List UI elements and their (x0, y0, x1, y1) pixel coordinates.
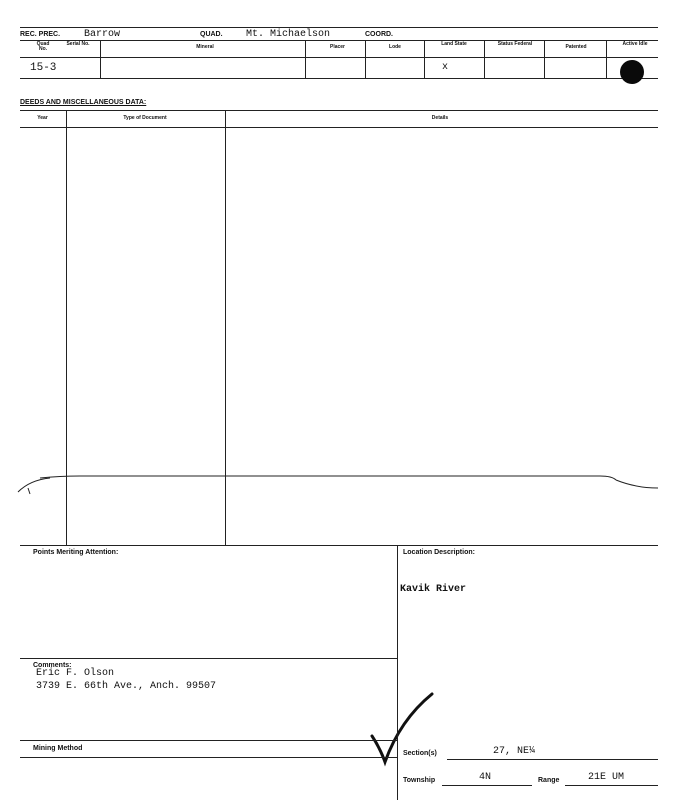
record-quad-no: 15-3 (30, 62, 57, 74)
col-mineral: Mineral (196, 44, 214, 50)
col-divider-2 (305, 40, 306, 78)
header-row-top (20, 40, 658, 41)
range-label: Range (538, 777, 560, 784)
bottom-center-divider (397, 545, 398, 800)
range-line (565, 785, 658, 786)
overlay-curl-right (616, 480, 658, 488)
overlay-curl-left (18, 478, 50, 492)
mining-label: Mining Method (33, 745, 83, 752)
section-label: Section(s) (403, 750, 437, 757)
header-row-bottom (20, 57, 658, 58)
rec-prec-value: Barrow (84, 29, 121, 40)
deeds-header-bottom (20, 127, 658, 128)
header-top-rule (20, 27, 658, 28)
deeds-col-details: Details (431, 115, 449, 121)
col-divider-5 (484, 40, 485, 78)
location-label: Location Description: (403, 549, 475, 556)
col-patented: Patented (565, 44, 587, 50)
mining-top-rule (20, 740, 397, 741)
quad-label: QUAD. (200, 31, 223, 38)
deeds-title: DEEDS AND MISCELLANEOUS DATA: (20, 99, 147, 106)
deeds-header-top (20, 110, 658, 111)
comments-line1: Eric F. Olson (36, 668, 115, 679)
section-line (447, 759, 658, 760)
overlay-tick-left (28, 488, 30, 494)
col-divider-1 (100, 40, 101, 78)
mining-bottom-rule (20, 757, 397, 758)
township-label: Township (403, 777, 436, 784)
col-divider-4 (424, 40, 425, 78)
col-placer: Placer (329, 44, 345, 50)
deeds-divider-year (66, 110, 67, 545)
points-label: Points Meriting Attention: (33, 549, 119, 556)
active-status-dot (620, 60, 644, 84)
record-land-state-mark: x (442, 62, 449, 73)
col-active-idle: Active Idle (622, 41, 648, 47)
comments-line2: 3739 E. 66th Ave., Anch. 99507 (36, 681, 217, 692)
quad-value: Mt. Michaelson (246, 29, 331, 40)
col-divider-7 (606, 40, 607, 78)
col-land-state: Land State (441, 41, 467, 47)
township-line (442, 785, 532, 786)
col-lode: Lode (389, 44, 401, 50)
deeds-bottom-rule (20, 545, 658, 546)
deeds-divider-type (225, 110, 226, 545)
col-divider-3 (365, 40, 366, 78)
col-divider-6 (544, 40, 545, 78)
deeds-col-year: Year (37, 115, 48, 121)
township-value: 4N (479, 772, 492, 783)
rec-prec-label: REC. PREC. (20, 31, 61, 38)
coord-label: COORD. (365, 31, 393, 38)
section-value: 27, NE¼ (493, 746, 536, 757)
deeds-col-type: Type of Document (123, 115, 167, 121)
points-bottom-rule (20, 658, 397, 659)
col-quad-no: Quad No. (36, 41, 50, 52)
comments-label: Comments: (33, 662, 72, 669)
location-value: Kavik River (400, 584, 467, 595)
overlay-line-main (40, 476, 616, 480)
col-status-federal: Status Federal (497, 41, 533, 47)
range-value: 21E UM (588, 772, 625, 783)
col-serial-no: Serial No. (66, 41, 90, 47)
record-row-bottom (20, 78, 658, 79)
